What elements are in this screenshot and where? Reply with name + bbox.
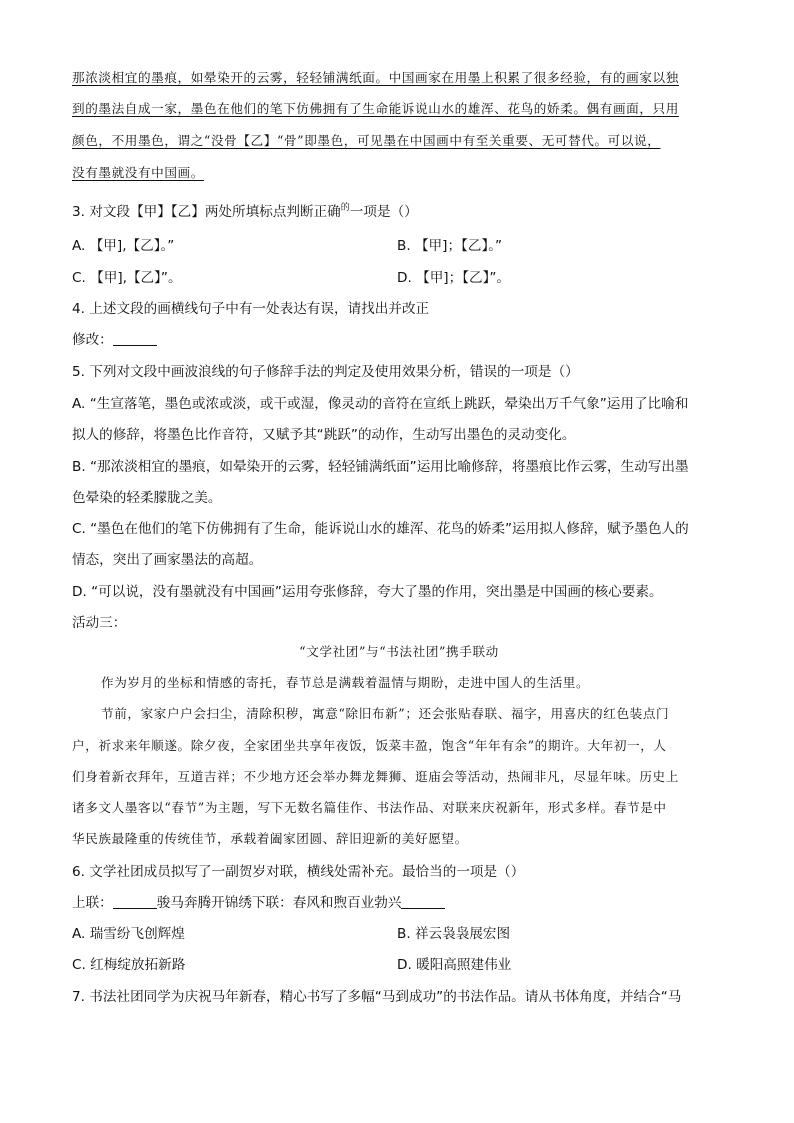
q6-option-a[interactable]: A. 瑞雪纷飞创辉煌: [72, 926, 185, 942]
q6-couplet-text: 骏马奔腾开锦绣下联：春风和煦百业勃兴: [156, 895, 402, 911]
q6-couplet: [72, 891, 726, 911]
q4-stem: 4. 上述文段的画横线句子中有一处表达有误，请找出并改正: [72, 301, 430, 317]
activity3-para-2-line-2: 户，祈求来年顺遂。除夕夜，全家团坐共享年夜饭，饭菜丰盈，饱含“年年有余”的期许。大年初一，人: [72, 738, 667, 753]
activity3-title: “文学社团”与“书法社团”携手联动: [299, 644, 499, 659]
activity3-para-1: 作为岁月的坐标和情感的寄托，春节总是满载着温情与期盼，走进中国人的生活里。: [101, 675, 590, 690]
q3-option-a[interactable]: A. 【甲],【乙】。”: [72, 238, 175, 254]
q5-option-b-line-1[interactable]: B. “那浓淡相宜的墨痕，如晕染开的云雾，轻轻铺满纸面”运用比喻修辞，将墨痕比作云雾，生动写出墨: [72, 459, 689, 475]
activity3-para-2-line-5: 华民族最隆重的传统佳节，承载着阖家团圆、辞旧迎新的美好愿望。: [72, 831, 468, 846]
q3-stem-b: 一项是（）: [349, 204, 418, 220]
q6-stem: 6. 文学社团成员拟写了一副贺岁对联，横线处需补充。最恰当的一项是（）: [72, 864, 525, 880]
activity3-para-2-line-4: 诸多文人墨客以“春节”为主题，写下无数名篇佳作、书法作品、对联来庆祝新年，形式多样。春节是中: [72, 800, 667, 815]
q6-couplet-label: 上联：: [72, 895, 113, 911]
q5-option-c-line-2: 情态，突出了画家墨法的高超。: [72, 552, 263, 568]
q3-option-c[interactable]: C. 【甲],【乙】”。: [72, 270, 182, 286]
activity3-para-2-line-1: 节前，家家户户会扫尘，清除积秽，寓意“除旧布新”；还会张贴春联、福字，用喜庆的红色装点门: [101, 706, 670, 721]
passage-line-2: 到的墨法自成一家，墨色在他们的笔下仿佛拥有了生命能诉说山水的雄浑、花鸟的娇柔。偶有画面，只用: [72, 101, 679, 116]
q6-option-c[interactable]: C. 红梅绽放拓新路: [72, 957, 186, 973]
passage-line-4: 没有墨就没有中国画。: [72, 165, 204, 180]
q5-option-c-line-1[interactable]: C. “墨色在他们的笔下仿佛拥有了生命，能诉说山水的雄浑、花鸟的娇柔”运用拟人修辞，赋予墨色人的: [72, 521, 689, 537]
passage-line-3: 颜色，不用墨色，谓之“没骨【乙】“骨”即墨色，可见墨在中国画中有至关重要、无可替代。可以说，: [72, 133, 661, 148]
passage-line-1: 那浓淡相宜的墨痕，如晕染开的云雾，轻轻铺满纸面。中国画家在用墨上积累了很多经验，有的画家以独: [72, 70, 679, 85]
q4-answer-label: 修改：: [72, 332, 113, 348]
activity3-para-2-line-3: 们身着新衣拜年，互道吉祥；不少地方还会举办舞龙舞狮、逛庙会等活动，热闹非凡，尽显年味。历史上: [72, 769, 679, 784]
q6-couplet-blank-2[interactable]: [401, 896, 445, 909]
q6-option-b[interactable]: B. 祥云袅袅展宏图: [397, 926, 511, 942]
activity3-label: 活动三：: [72, 615, 127, 631]
q4-answer-blank[interactable]: [113, 333, 157, 346]
q5-option-d-line-1[interactable]: D. “可以说，没有墨就没有中国画”运用夸张修辞，夸大了墨的作用，突出墨是中国画的核心要素。: [72, 584, 663, 600]
q3-option-b[interactable]: B. 【甲]；【乙】。”: [397, 238, 503, 254]
q3-option-d[interactable]: D. 【甲]；【乙】”。: [397, 270, 511, 286]
q5-stem: 5. 下列对文段中画波浪线的句子修辞手法的判定及使用效果分析，错误的一项是（）: [72, 364, 579, 380]
q3-stem-a: 3. 对文段【甲】【乙】两处所填标点判断正确: [72, 204, 341, 220]
q5-option-a-line-2: 拟人的修辞，将墨色比作音符，又赋予其“跳跃”的动作，生动写出墨色的灵动变化。: [72, 427, 576, 443]
q7-stem: 7. 书法社团同学为庆祝马年新春，精心书写了多幅“马到成功”的书法作品。请从书体角度，并结合“马: [72, 989, 682, 1005]
q5-option-a-line-1[interactable]: A. “生宣落笔，墨色或浓或淡，或干或湿，像灵动的音符在宣纸上跳跃，晕染出万千气象”运用了比喻和: [72, 396, 689, 412]
q5-option-b-line-2: 色晕染的轻柔朦胧之美。: [72, 490, 222, 506]
q6-couplet-blank-1[interactable]: [113, 896, 157, 909]
q3-stem: [72, 200, 726, 220]
q6-option-d[interactable]: D. 暖阳高照建伟业: [397, 957, 512, 973]
q3-stem-small: 的: [340, 203, 350, 213]
q4-answer-line: [72, 328, 726, 348]
